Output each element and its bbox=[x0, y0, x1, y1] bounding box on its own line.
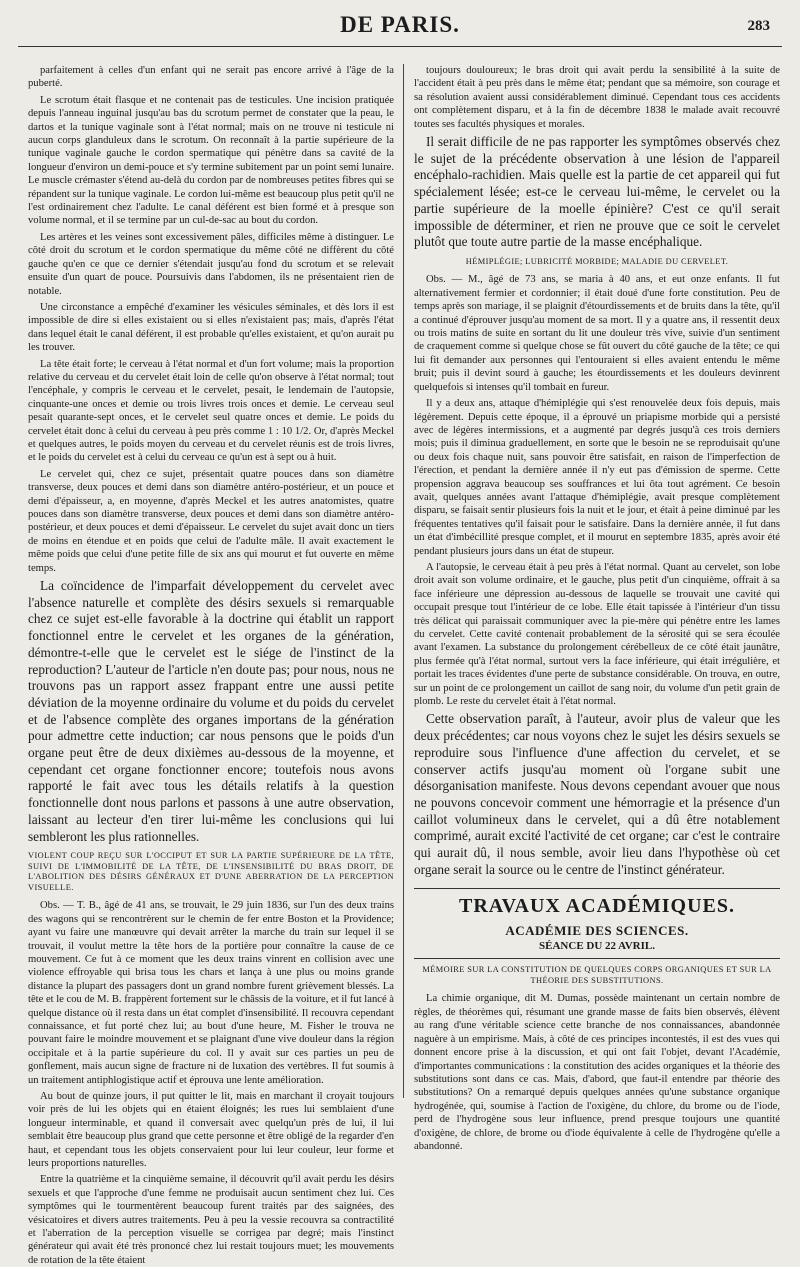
paragraph: Obs. — M., âgé de 73 ans, se maria à 40 ans, et eut onze enfants. Il fut alternativement fermier et cordonnier; il était doué d'une forte constitution. Peu de temps après son mariage, il se plaignit d'étourdissements et de bruits dans la tête, qu'il a continué d'éprouver jusqu'au moment de sa mort. Il y a quatre ans, il ressentit deux ou trois matins de suite en sortant du lit une douleur très vive, suivie d'un sentiment de craquement comme si quelque chose se fût ouvert du côté gauche de la tête; ce qui lui fit demander aux personnes qui l'entouraient si elles avaient entendu le même bruit; puis il devint sourd à gauche; les étourdissements et les douleurs devinrent quelquefois si intenses qu'il tombait en fureur. bbox=[414, 274, 780, 393]
paragraph: Le cervelet qui, chez ce sujet, présentait quatre pouces dans son diamètre transverse, deux pouces et demi dans son diamètre antéro-postérieur, et un pouce et demi d'épaisseur, a, en moyenne, d'après Meckel et les autres anatomistes, quatre pouces dans son diamètre transverse, deux pouces et demi dans son diamètre antéro-postérieur, et deux pouces et demi d'épaisseur. Le cervelet du sujet avait donc un tiers de moins en étendue et en poids que celui de l'adulte mâle. Il avait exactement le même poids que celui d'une petite fille de six ans qui mourut et fut ouverte en même temps. bbox=[28, 468, 394, 574]
page-number: 283 bbox=[747, 18, 770, 34]
section-rule bbox=[414, 888, 780, 889]
paragraph: La tête était forte; le cerveau à l'état normal et d'un fort volume; mais la proportion relative du cerveau et du cervelet était loin de celle qu'on observe à l'état normal; tout l'encéphale, y compris le cerveau et le cervelet, pesait, le lendemain de l'autopsie, cinquante-une onces et demie ou trois livres trois onces et demie. Le cerveau seul pesait quarante-sept onces, et le cervelet seul quatre onces et demie. Le poids du cervelet était donc à celui du cerveau à peu près comme 1 : 10 1/2. Or, d'après Meckel et quelques autres, le poids moyen du cerveau et du cervelet réunis est de trois livres, et le poids du cervelet est à celui du cerveau ce qu'un est à sept ou à huit. bbox=[28, 358, 394, 464]
left-text-a bbox=[28, 64, 394, 575]
paragraph: Une circonstance a empêché d'examiner les vésicules séminales, et dès lors il est impossible de dire si elles existaient ou si elles n'existaient pas; mais, d'après l'état dans lequel était le canal déférent, il est probable qu'elles existaient, et qu'on aurait pu les trouver. bbox=[28, 301, 394, 354]
left-column bbox=[28, 64, 394, 1266]
paragraph: La chimie organique, dit M. Dumas, possède maintenant un certain nombre de règles, de théorèmes qui, résumant une grande masse de faits bien observés, élèvent au rang d'une véritable science cette branche de nos connaissances, abandonnée naguère à un empirisme. Mais, à côté de ces principes incontestés, il est des vues qui donnent encore prise à la discussion, et qui ont fait l'objet, devant l'Académie, d'importantes communications : la constitution des acides organiques et la théorie des substitutions sont dans ce cas. Mais, d'abord, que faut-il entendre par théorie des substitutions? On a remarqué depuis quelques années qu'une substance organique hydrogénée, qui, soumise à l'action de l'oxigène, du chlore, du brome ou de l'iode, perd de l'hydrogène sous leur influence, prend presque toujours une quantité d'oxigène, de chlore, de brome ou d'iode équivalente à celle de l'hydrogène qu'elle a abandonné. bbox=[414, 993, 780, 1152]
paragraph: toujours douloureux; le bras droit qui avait perdu la sensibilité à la suite de l'accident était à peu près dans le même état; pendant que sa mémoire, son courage et sa résolution avaient aussi considérablement diminué. Cependant tous ces accidents ont complètement disparu, et à la fin de décembre 1838 le malade avait recouvré toutes ses facultés physiques et morales. bbox=[414, 65, 780, 130]
column-divider bbox=[403, 64, 404, 1098]
memoir-title: MÉMOIRE SUR LA CONSTITUTION DE QUELQUES CORPS ORGANIQUES ET SUR LA THÉORIE DES SUBSTITUTIONS. bbox=[422, 965, 772, 985]
left-text-b bbox=[28, 899, 394, 1267]
right-commentary-b bbox=[414, 711, 780, 878]
paragraph: A l'autopsie, le cerveau était à peu près à l'état normal. Quant au cervelet, son lobe droit avait son volume ordinaire, et le gauche, plus petit d'un cinquième, offrait à sa face inférieure une dépression au-dessous de laquelle se trouvait une cavité qui occupait presque tout l'intérieur de ce lobe. Elle était tapissée à l'intérieur d'un tissu très délicat qui paraissait communiquer avec la pie-mère qui pénètre entre les lames du cervelet. Cette cavité contenait probablement de la sérosité qui se sera écoulée avant l'examen. La substance du prolongement cérébelleux de ce côté était jaunâtre, plus fermée qu'à l'état normal, surtout vers la face inférieure, qui était irrégulière, et portait les traces évidentes d'une perte de substance considérable. On trouva, en outre, sur un point de ce prolongement un caillot de sang noir, du volume d'un petit grain de plomb. Le reste du cervelet était à l'état normal. bbox=[414, 561, 780, 708]
right-commentary-a bbox=[414, 134, 780, 251]
paragraph: Entre la quatrième et la cinquième semaine, il découvrit qu'il avait perdu les désirs sexuels et que l'approche d'une femme ne produisait aucun sentiment chez lui. Ces symptômes qui le tourmentèrent beaucoup furent traités par des saignées, des vésicatoires et divers autres traitements. Peu à peu la vessie recouvra sa contractilité et l'aberration de la perception visuelle se corrigea par degré; mais l'instinct générateur qui avait été très prononcé chez lui restait toujours muet; les mouvements de rotation de la tête étaient bbox=[28, 1174, 394, 1266]
paragraph: Le scrotum était flasque et ne contenait pas de testicules. Une incision pratiquée depuis l'anneau inguinal jusqu'au bas du scrotum permet de constater que la peau, le dartos et la tunique vaginale sont à l'état normal; mais on ne trouve ni testicule ni aucun corps glanduleux dans le scrotum. On reconnaît à la partie supérieure de la tunique vaginale gauche le cordon spermatique qui pénètre dans sa cavité de la longueur d'environ un demi-pouce et s'y termine subitement par un point semi lunaire. Le muscle crémaster s'étend au-delà du cordon par de nombreuses petites fibres qui se répandent sur la tunique vaginale. Le cordon lui-même est beaucoup plus petit qu'il ne l'est ordinairement chez l'adulte. Le canal déférent est bien formé et à presque son volume normal, et il se termine par un cul-de-sac au bout du cordon. bbox=[28, 94, 394, 227]
paragraph: Il y a deux ans, attaque d'hémiplégie qui s'est renouvelée deux fois depuis, mais légèrement. Depuis cette époque, il a éprouvé un priapisme morbide qui a persisté avec de légères intermissions, et a augmenté par degrés jusqu'à ces trois derniers mois; puis il diminua graduellement, en sorte que le besoin ne se reproduisait qu'une ou deux fois chaque nuit, sans pouvoir être satisfait, en raison de l'imperfection de l'érection, et pendant la dernière année il n'y eut pas d'émission de sperme. Cette propension aggrava beaucoup ses souffrances et lui ôta tout agrément. Ce besoin avait, quelques années avant l'attaque d'hémiplégie, avait presque complètement disparu, se faisait sentir plusieurs fois la nuit et le jour, et était à peine diminué par les fréquentes tentatives qu'il faisait pour le satisfaire. Dans la dernière année, il fut dans un état d'imbécillité presque complet, et il mourut en septembre 1835, après avoir été pendant plusieurs jours dans un état de stupeur. bbox=[414, 398, 780, 557]
session-date: SÉANCE DU 22 AVRIL. bbox=[539, 940, 655, 953]
section-title: TRAVAUX ACADÉMIQUES. bbox=[459, 895, 735, 918]
left-commentary bbox=[28, 578, 394, 845]
paragraph: Cette observation paraît, à l'auteur, avoir plus de valeur que les deux précédentes; car nous voyons chez le sujet les désirs sexuels se reproduire sous l'influence d'une affection du cervelet, et se conserver actifs jusqu'au moment où l'organe subit une désorganisation manifeste. Nous devons cependant avouer que nous ne pouvons concevoir comment une hémorragie et la présence d'un caillot volumineux dans le cervelet, qui a dû être notablement comprimé, aurait excité l'activité de cet organe; car c'est le contraire qui aurait dû, il nous semble, avoir lieu dans l'hypothèse où cet organe serait la source ou le centre de l'instinct générateur. bbox=[414, 711, 780, 877]
academy-title: ACADÉMIE DES SCIENCES. bbox=[505, 923, 689, 939]
right-column bbox=[414, 64, 780, 1152]
columns bbox=[28, 64, 780, 1266]
session-rule bbox=[414, 958, 780, 959]
paragraph: Les artères et les veines sont excessivement pâles, difficiles même à distinguer. Le côté droit du scrotum et le cordon spermatique du même côté ne diffèrent du côté gauche qu'en ce que ce dernier s'étendait jusqu'au fond du scrotum et se relevait ensuite d'un quart de pouce. Poursuivis dans l'abdomen, ils ne présentaient rien de notable. bbox=[28, 231, 394, 297]
right-text-b bbox=[414, 273, 780, 708]
paragraph: Il serait difficile de ne pas rapporter les symptômes observés chez le sujet de la précédente observation à une lésion de l'appareil encéphalo-rachidien. Mais quelle est la partie de cet appareil qui fut spécialement lésée; est-ce le cerveau lui-même, le cervelet ou la partie supérieure de la moelle épinière? C'est ce qu'il serait impossible de déterminer, et rien ne prouve que ce soit le cervelet plutôt que toute autre partie de la masse encéphalique. bbox=[414, 134, 780, 250]
page-header bbox=[18, 0, 782, 47]
right-text-c bbox=[414, 992, 780, 1153]
left-subhead: VIOLENT COUP REÇU SUR L'OCCIPUT ET SUR LA PARTIE SUPÉRIEURE DE LA TÊTE, SUIVI DE L'IMMOBILITÉ DE LA TÊTE, DE L'INSENSIBILITÉ DU BRAS DROIT, DE L'ABOLITION DES DÉSIRS GÉNÉRAUX ET D'UNE ABERRATION DE LA PERCEPTION VISUELLE. bbox=[28, 851, 394, 892]
page-title: DE PARIS. bbox=[340, 12, 460, 37]
paragraph: Au bout de quinze jours, il put quitter le lit, mais en marchant il croyait toujours voir près de lui les objets qui en étaient éloignés; les rues lui semblaient d'une longueur interminable, et quand il conversait avec quelqu'un près de lui, il lui semblait être beaucoup plus grand que cette personne et être obligé de la regarder d'en haut, et cependant tous les objets conservaient pour lui leur couleur, leur forme et leurs proportions naturelles. bbox=[28, 1090, 394, 1169]
paragraph: Obs. — T. B., âgé de 41 ans, se trouvait, le 29 juin 1836, sur l'un des deux trains des wagons qui se rencontrèrent sur le chemin de fer entre Boston et la Providence; ayant vu faire une manœuvre qui devait arrêter la marche du train sur lequel il se trouvait, il voulut mettre la tête hors de la portière pour connaître la cause de ce mouvement. Ce fut à ce moment que les deux trains vinrent en collision avec une violence effroyable qui brisa tous les chars et lança à une plus ou moins grande distance la plupart des passagers dont un grand nombre furent grièvement blessés. La tête et le cou de M. B. frappèrent fortement sur le châssis de la voiture, et il fut lancé à quelque distance où il resta dans un état complet d'insensibilité. Il recouvra cependant connaissance, et fut porté chez lui; au bout d'une heure, M. Fisher le trouva ne pouvant faire le moindre mouvement et se plaignant d'une vive douleur dans la région occipitale et à la partie supérieure du col. Il y avait sur ces parties un peu de gonflement, mais aucun signe de fracture ni de luxation des vertèbres. Il fut soumis à un traitement antiphlogistique actif et éprouva une lente amélioration. bbox=[28, 900, 394, 1086]
paragraph: parfaitement à celles d'un enfant qui ne serait pas encore arrivé à l'âge de la puberté. bbox=[28, 65, 394, 90]
right-subhead: HÉMIPLÉGIE; LUBRICITÉ MORBIDE; MALADIE DU CERVELET. bbox=[465, 256, 729, 266]
right-text-a bbox=[414, 64, 780, 131]
paragraph: La coïncidence de l'imparfait développement du cervelet avec l'absence naturelle et complète des désirs sexuels si remarquable chez ce sujet est-elle favorable à la doctrine qui établit un rapport fonctionnel entre le cervelet et les organes de la génération, démontre-t-elle que le cervelet est le siége de l'instinct de la reproduction? L'auteur de l'article n'en doute pas; pour nous, nous ne trouvons pas un rapport assez frappant entre une aussi petite déviation de la moyenne ordinaire du volume et du poids du cervelet et de l'absence complète des organes importans de la génération pour admettre cette induction; car nous pensons que le poids d'un organe peut être de deux dixièmes au-dessous de la moyenne, et cependant cet organe fonctionner encore; toutefois nous avons rapporté le fait avec tous les détails relatifs à la question fonctionnelle dont nous parlons et passons à une autre observation, laissant au lecteur d'en tirer lui-même les conclusions qui lui sembleront les plus rationnelles. bbox=[28, 578, 394, 844]
